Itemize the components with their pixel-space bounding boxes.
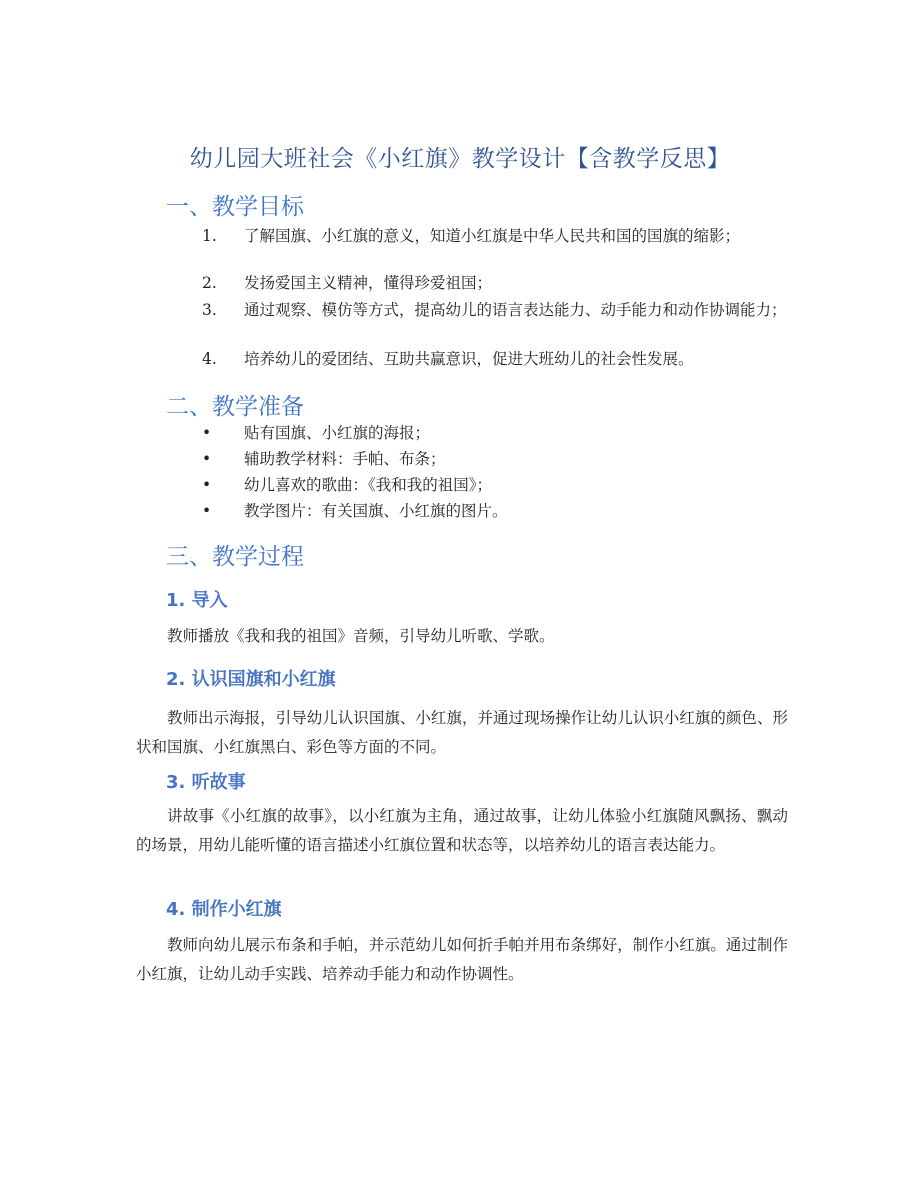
bullet-text: 贴有国旗、小红旗的海报； (244, 424, 431, 442)
section-heading-process: 三、教学过程 (166, 544, 304, 570)
list-item-number: 4. (202, 350, 217, 368)
step-heading: 1. 导入 (166, 590, 228, 611)
section-heading-goals: 一、教学目标 (166, 194, 304, 220)
bullet-text: 辅助教学材料：手帕、布条； (244, 450, 446, 468)
step-paragraph: 教师出示海报，引导幼儿认识国旗、小红旗，并通过现场操作让幼儿认识小红旗的颜色、形状和国旗、小红旗黑白、彩色等方面的不同。 (136, 709, 788, 756)
bullet-marker: • (202, 502, 212, 520)
bullet-marker: • (202, 424, 212, 442)
bullet-item (172, 498, 792, 525)
step-paragraph: 教师向幼儿展示布条和手帕，并示范幼儿如何折手帕并用布条绑好，制作小红旗。通过制作小红旗，让幼儿动手实践、培养动手能力和动作协调性。 (136, 936, 788, 983)
list-item-number: 2. (202, 274, 217, 292)
list-item (172, 346, 792, 373)
list-item (172, 270, 792, 297)
step-heading: 3. 听故事 (166, 772, 246, 793)
list-item (172, 223, 792, 250)
document-title: 幼儿园大班社会《小红旗》教学设计【含教学反思】 (189, 146, 731, 172)
step-paragraph: 讲故事《小红旗的故事》，以小红旗为主角，通过故事，让幼儿体验小红旗随风飘扬、飘动的场景，用幼儿能听懂的语言描述小红旗位置和状态等，以培养幼儿的语言表达能力。 (136, 807, 788, 854)
step-heading: 2. 认识国旗和小红旗 (166, 669, 336, 690)
section-heading-prep: 二、教学准备 (166, 394, 304, 420)
bullet-item (172, 446, 792, 473)
list-item-text: 了解国旗、小红旗的意义，知道小红旗是中华人民共和国的国旗的缩影； (244, 227, 741, 245)
bullet-item (172, 420, 792, 447)
bullet-text: 幼儿喜欢的歌曲：《我和我的祖国》； (244, 476, 493, 494)
list-item-text: 通过观察、模仿等方式，提高幼儿的语言表达能力、动手能力和动作协调能力； (244, 301, 787, 319)
bullet-text: 教学图片：有关国旗、小红旗的图片。 (244, 502, 508, 520)
bullet-item (172, 472, 792, 499)
step-heading: 4. 制作小红旗 (166, 899, 282, 920)
list-item (172, 297, 792, 324)
bullet-marker: • (202, 476, 212, 494)
step-paragraph: 教师播放《我和我的祖国》音频，引导幼儿听歌、学歌。 (167, 627, 555, 645)
list-item-text: 发扬爱国主义精神，懂得珍爱祖国； (244, 274, 493, 292)
bullet-marker: • (202, 450, 212, 468)
list-item-number: 3. (202, 301, 217, 319)
list-item-number: 1. (202, 227, 217, 245)
list-item-text: 培养幼儿的爱团结、互助共赢意识，促进大班幼儿的社会性发展。 (244, 350, 694, 368)
